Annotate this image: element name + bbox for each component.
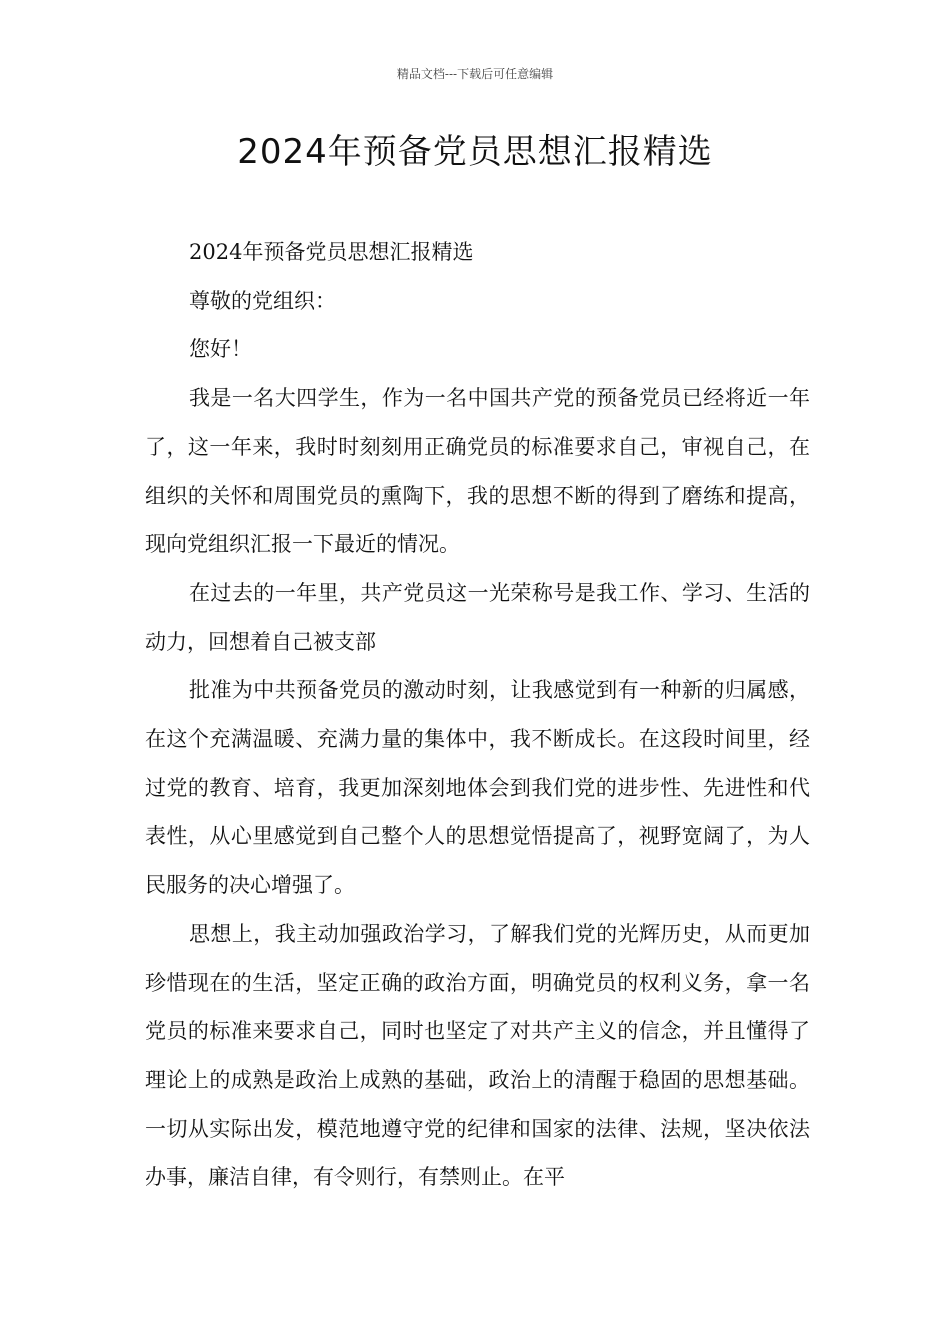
paragraph-introduction: 我是一名大四学生，作为一名中国共产党的预备党员已经将近一年了，这一年来，我时时刻刻用正确党员的标准要求自己，审视自己，在组织的关怀和周围党员的熏陶下，我的思想不断的得到了磨练和提高，现向党组织汇报一下最近的情况。: [145, 386, 810, 557]
paragraph-salutation: 尊敬的党组织：: [189, 288, 336, 313]
page-header-note: 精品文档---下载后可任意编辑: [396, 67, 554, 81]
document-body: [145, 228, 810, 1202]
paragraph-ideology: 思想上，我主动加强政治学习，了解我们党的光辉历史，从而更加珍惜现在的生活，坚定正确的政治方面，明确党员的权利义务，拿一名党员的标准来要求自己，同时也坚定了对共产主义的信念，并且懂得了理论上的成熟是政治上成熟的基础，政治上的清醒于稳固的思想基础。一切从实际出发，模范地遵守党的纪律和国家的法律、法规，坚决依法办事，廉洁自律，有令则行，有禁则止。在平: [145, 921, 810, 1190]
page-title: 2024年预备党员思想汇报精选: [237, 132, 713, 172]
paragraph-approval: 批准为中共预备党员的激动时刻，让我感觉到有一种新的归属感，在这个充满温暖、充满力量的集体中，我不断成长。在这段时间里，经过党的教育、培育，我更加深刻地体会到我们党的进步性、先进性和代表性，从心里感觉到自己整个人的思想觉悟提高了，视野宽阔了，为人民服务的决心增强了。: [145, 678, 810, 898]
paragraph-subtitle: 2024年预备党员思想汇报精选: [189, 240, 474, 264]
paragraph-past-year: 在过去的一年里，共产党员这一光荣称号是我工作、学习、生活的动力，回想着自己被支部: [145, 580, 810, 654]
paragraph-greeting: 您好！: [189, 337, 252, 362]
